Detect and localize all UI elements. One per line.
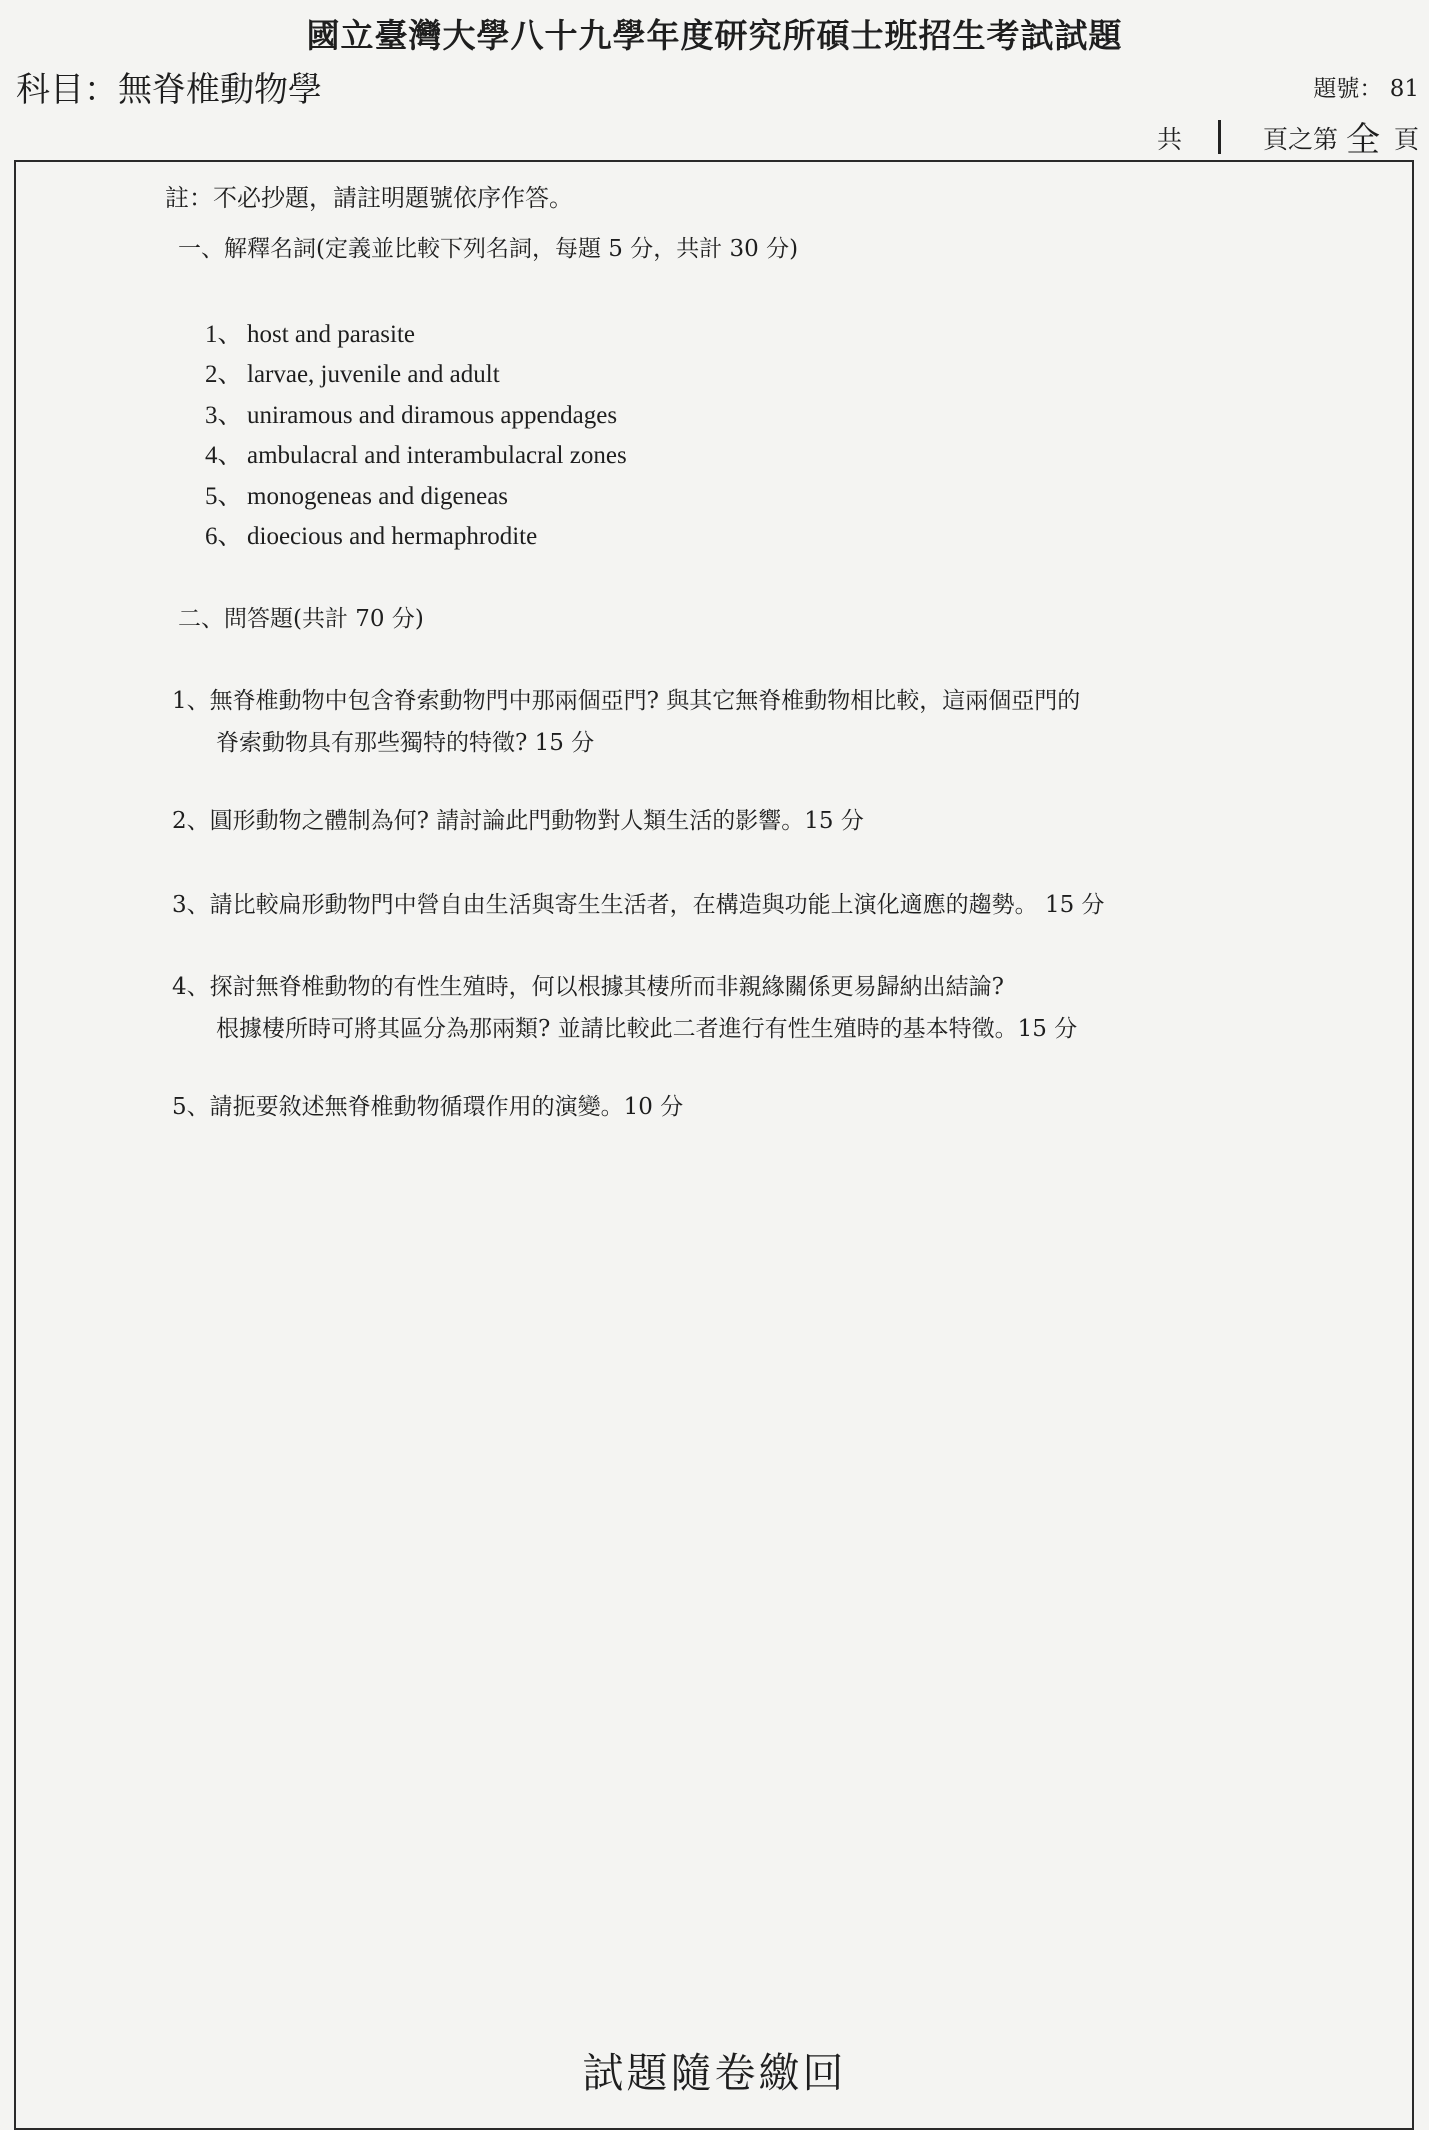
list-item bbox=[205, 436, 627, 476]
pages-prefix: 共 bbox=[1156, 125, 1182, 154]
question-line: 5、請扼要敘述無脊椎動物循環作用的演變。10 分 bbox=[172, 1094, 684, 1120]
page-count bbox=[1157, 112, 1419, 161]
question-line-continued: 根據棲所時可將其區分為那兩類? 並請比較此二者進行有性生殖時的基本特徵。15 分 bbox=[216, 1016, 1078, 1042]
question-line: 2、圓形動物之體制為何? 請討論此門動物對人類生活的影響。15 分 bbox=[172, 808, 864, 834]
item-text: dioecious and hermaphrodite bbox=[247, 522, 538, 550]
term-list bbox=[205, 315, 627, 557]
pages-middle: 頁之第 bbox=[1262, 125, 1338, 154]
question-line: 1、無脊椎動物中包含脊索動物門中那兩個亞門? 與其它無脊椎動物相比較，這兩個亞門的 bbox=[172, 688, 1081, 714]
page-total-mark bbox=[1218, 120, 1221, 154]
item-text: monogeneas and digeneas bbox=[247, 482, 509, 510]
item-text: ambulacral and interambulacral zones bbox=[247, 442, 627, 470]
question-number: 題號： 81 bbox=[1313, 76, 1419, 102]
list-item bbox=[205, 517, 627, 557]
question-4 bbox=[172, 966, 1077, 1050]
list-item bbox=[205, 315, 627, 355]
pages-all: 全 bbox=[1345, 120, 1380, 160]
list-item bbox=[205, 396, 627, 436]
pages-suffix: 頁 bbox=[1393, 125, 1419, 154]
question-3 bbox=[172, 884, 1105, 926]
question-line: 3、請比較扁形動物門中營自由生活與寄生生活者，在構造與功能上演化適應的趨勢。 15 分 bbox=[172, 892, 1105, 918]
item-number: 6、 bbox=[205, 522, 243, 550]
question-line: 4、探討無脊椎動物的有性生殖時，何以根據其棲所而非親緣關係更易歸納出結論? bbox=[172, 974, 1004, 1000]
item-number: 4、 bbox=[205, 442, 243, 470]
question-5 bbox=[172, 1086, 683, 1128]
subject-label: 科目：無脊椎動物學 bbox=[16, 70, 322, 110]
question-1 bbox=[172, 680, 1080, 764]
section2-heading: 二、問答題(共計 70 分) bbox=[178, 606, 424, 632]
return-notice: 試題隨卷繳回 bbox=[582, 2049, 847, 2097]
list-item bbox=[205, 477, 627, 517]
section1-heading: 一、解釋名詞(定義並比較下列名詞，每題 5 分，共計 30 分) bbox=[178, 236, 799, 262]
question-line-continued: 脊索動物具有那些獨特的特徵? 15 分 bbox=[216, 730, 595, 756]
list-item bbox=[205, 355, 627, 395]
item-number: 1、 bbox=[205, 321, 243, 348]
item-number: 2、 bbox=[205, 361, 243, 389]
item-number: 3、 bbox=[205, 401, 243, 429]
exam-title: 國立臺灣大學八十九學年度研究所碩士班招生考試試題 bbox=[306, 16, 1123, 55]
item-text: host and parasite bbox=[247, 321, 416, 348]
item-number: 5、 bbox=[205, 482, 243, 510]
item-text: larvae, juvenile and adult bbox=[247, 361, 500, 389]
question-2 bbox=[172, 800, 864, 842]
exam-note: 註：不必抄題，請註明題號依序作答。 bbox=[165, 184, 573, 212]
item-text: uniramous and diramous appendages bbox=[247, 401, 618, 429]
